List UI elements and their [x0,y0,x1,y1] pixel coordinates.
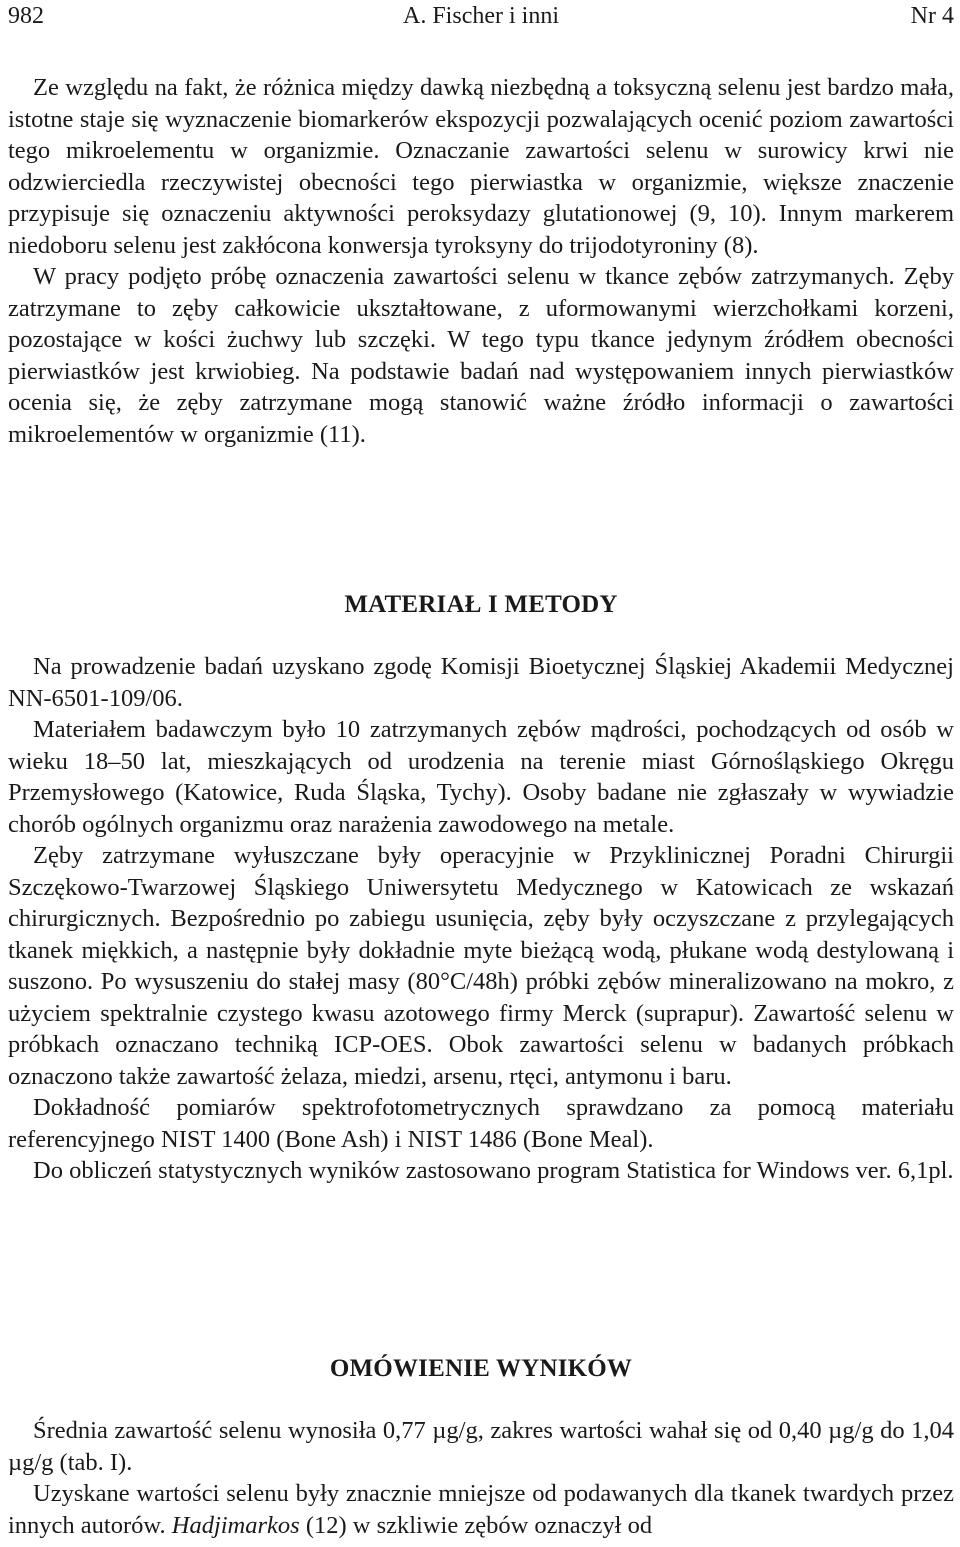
intro-section [8,72,954,450]
issue-number: Nr 4 [910,3,954,29]
methods-paragraph-1: Na prowadzenie badań uzyskano zgodę Komisji Bioetycznej Śląskiej Akademii Medycznej NN-6501-109/06. [8,653,954,712]
methods-paragraph-2: Materiałem badawczym było 10 zatrzymanych zębów mądrości, pochodzących od osób w wieku 18–50 lat, mieszkających od urodzenia na terenie miast Górnośląskiego Okręgu Przemysłowego (Katowice, Ruda Śląska, Tychy). Osoby badane nie zgłaszały w wywiadzie chorób ogólnych organizmu oraz narażenia zawodowego na metale. [8,716,954,838]
page-number: 982 [8,3,44,29]
methods-paragraph-4: Dokładność pomiarów spektrofotometrycznych sprawdzano za pomocą materiału referencyjnego NIST 1400 (Bone Ash) i NIST 1486 (Bone Meal). [8,1094,954,1153]
results-paragraph-2-text-start: Uzyskane wartości selenu były znacznie mniejsze od podawanych dla tkanek twardych przez innych autorów. [8,1480,954,1539]
methods-heading-block [8,589,954,621]
intro-paragraph-2: W pracy podjęto próbę oznaczenia zawartości selenu w tkance zębów zatrzymanych. Zęby zatrzymane to zęby całkowicie ukształtowane, z uformowanymi wierzchołkami korzeni, pozostające w kości żuchwy lub szczęki. W tego typu tkance jedynym źródłem obecności pierwiastków jest krwiobieg. Na podstawie badań nad występowaniem innych pierwiastków ocenia się, że zęby zatrzymane mogą stanowić ważne źródło informacji o zawartości mikroelementów w organizmie (11). [8,263,954,448]
intro-paragraph-1: Ze względu na fakt, że różnica między dawką niezbędną a toksyczną selenu jest bardzo mała, istotne staje się wyznaczenie biomarkerów ekspozycji pozwalających ocenić poziom zawartości tego mikroelementu w organizmie. Oznaczanie zawartości selenu w surowicy krwi nie odzwierciedla rzeczywistej obecności tego pierwiastka w organizmie, większe znaczenie przypisuje się oznaczeniu aktywności peroksydazy glutationowej (9, 10). Innym markerem niedoboru selenu jest zakłócona konwersja tyroksyny do trijodotyroniny (8). [8,74,954,259]
section-heading-methods: MATERIAŁ I METODY [344,591,618,618]
methods-paragraph-3: Zęby zatrzymane wyłuszczane były operacyjnie w Przyklinicznej Poradni Chirurgii Szczękowo-Twarzowej Śląskiego Uniwersytetu Medycznego w Katowicach ze wskazań chirurgicznych. Bezpośrednio po zabiegu usunięcia, zęby były oczyszczane z przylegających tkanek miękkich, a następnie były dokładnie myte bieżącą wodą, płukane wodą destylowaną i suszono. Po wysuszeniu do stałej masy (80°C/48h) próbki zębów mineralizowano na mokro, z użyciem spektralnie czystego kwasu azotowego firmy Merck (suprapur). Zawartość selenu w próbkach oznaczano techniką ICP-OES. Obok zawartości selenu w badanych próbkach oznaczono także zawartość żelaza, miedzi, arsenu, rtęci, antymonu i baru. [8,842,954,1090]
results-paragraph-2 [8,1478,954,1541]
running-header [8,0,954,32]
cited-author: Hadjimarkos [171,1511,300,1539]
results-paragraph-2-text-end: (12) w szkliwie zębów oznaczył od [299,1511,653,1539]
section-heading-results: OMÓWIENIE WYNIKÓW [329,1355,633,1382]
results-heading-block [8,1353,954,1385]
methods-section [8,651,954,1187]
methods-paragraph-5: Do obliczeń statystycznych wyników zastosowano program Statistica for Windows ver. 6,1pl. [33,1157,954,1184]
running-authors: A. Fischer i inni [403,3,559,29]
results-section [8,1415,954,1541]
results-paragraph-1: Średnia zawartość selenu wynosiła 0,77 µg/g, zakres wartości wahał się od 0,40 µg/g do 1,04 µg/g (tab. I). [8,1417,954,1476]
